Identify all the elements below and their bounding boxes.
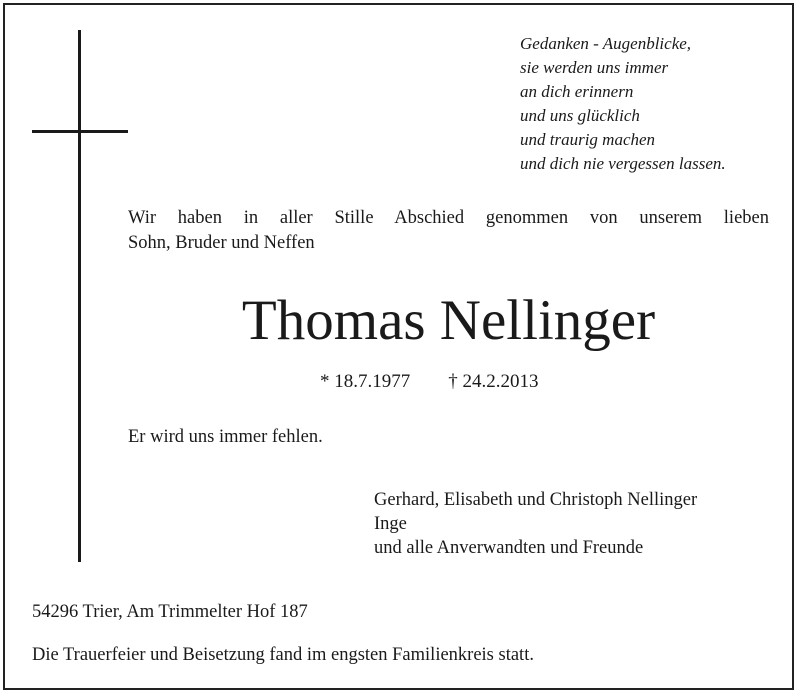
memorial-poem bbox=[520, 32, 726, 176]
cross-horizontal-beam bbox=[32, 130, 128, 133]
intro-text bbox=[128, 206, 769, 256]
poem-line: und uns glücklich bbox=[520, 106, 640, 125]
poem-line: Gedanken - Augenblicke, bbox=[520, 34, 692, 53]
mourner-line: und alle Anverwandten und Freunde bbox=[374, 538, 644, 558]
poem-line: an dich erinnern bbox=[520, 82, 634, 101]
family-address: 54296 Trier, Am Trimmelter Hof 187 bbox=[32, 602, 308, 622]
birth-date: * 18.7.1977 bbox=[320, 371, 411, 392]
mourner-line: Gerhard, Elisabeth und Christoph Nellinger bbox=[374, 490, 698, 510]
poem-line: und traurig machen bbox=[520, 130, 656, 149]
funeral-note: Die Trauerfeier und Beisetzung fand im engsten Familienkreis statt. bbox=[32, 645, 534, 665]
cross-vertical-beam bbox=[78, 30, 81, 562]
deceased-name: Thomas Nellinger bbox=[241, 289, 656, 352]
mourner-line: Inge bbox=[374, 514, 407, 534]
intro-line-2: Sohn, Bruder und Neffen bbox=[128, 233, 315, 253]
life-dates bbox=[320, 370, 539, 394]
poem-line: und dich nie vergessen lassen. bbox=[520, 154, 726, 173]
mourners-list bbox=[374, 488, 697, 560]
death-date: † 24.2.2013 bbox=[448, 371, 539, 392]
farewell-message: Er wird uns immer fehlen. bbox=[128, 427, 323, 447]
poem-line: sie werden uns immer bbox=[520, 58, 669, 77]
intro-line-1: Wir haben in aller Stille Abschied genommen von unserem lieben bbox=[128, 208, 769, 228]
